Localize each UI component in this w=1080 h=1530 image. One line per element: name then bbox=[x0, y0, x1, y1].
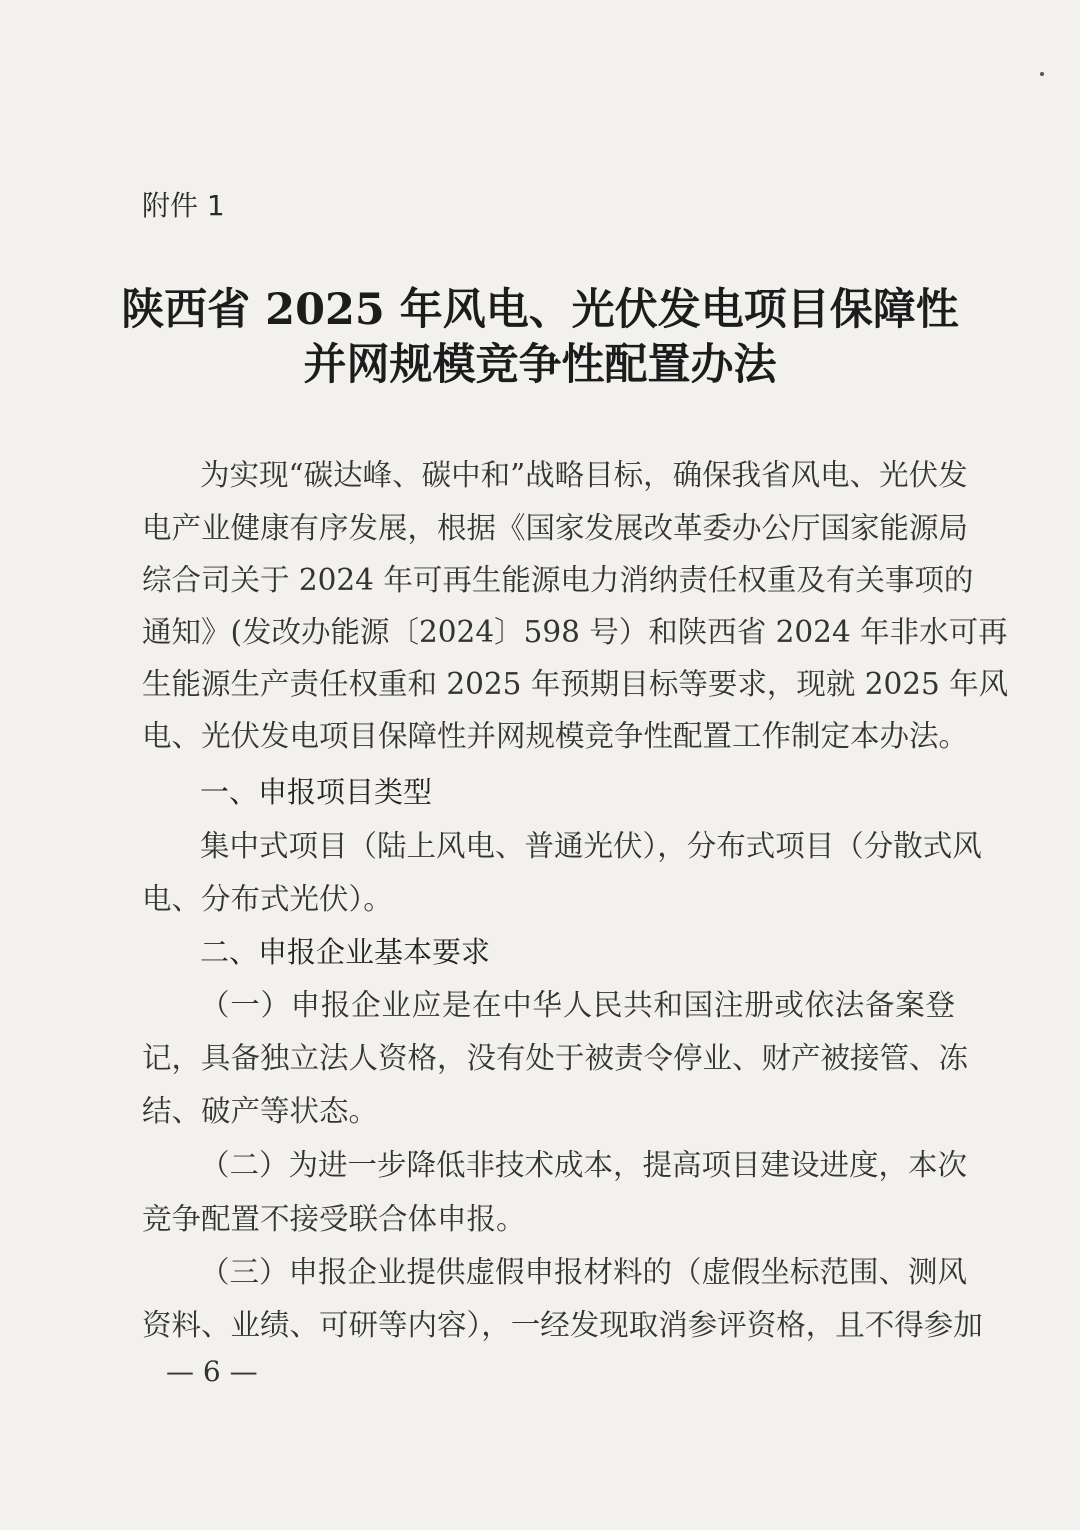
item3-line: 资料、业绩、可研等内容），一经发现取消参评资格，且不得参加 bbox=[142, 1308, 983, 1342]
scan-speck bbox=[1040, 72, 1044, 76]
intro-line: 电产业健康有序发展，根据《国家发展改革委办公厅国家能源局 bbox=[142, 511, 969, 545]
section1-line: 集中式项目（陆上风电、普通光伏），分布式项目（分散式风 bbox=[200, 829, 982, 863]
document-title-line-2: 并网规模竞争性配置办法 bbox=[303, 340, 777, 390]
attachment-label: 附件 1 bbox=[142, 189, 225, 222]
item3-line: （三）申报企业提供虚假申报材料的（虚假坐标范围、测风 bbox=[200, 1255, 968, 1289]
intro-line: 电、光伏发电项目保障性并网规模竞争性配置工作制定本办法。 bbox=[142, 719, 969, 753]
intro-line: 综合司关于 2024 年可再生能源电力消纳责任权重及有关事项的 bbox=[142, 563, 974, 597]
section-heading: 二、申报企业基本要求 bbox=[200, 935, 491, 969]
item1-line: 记，具备独立法人资格，没有处于被责令停业、财产被接管、冻 bbox=[142, 1041, 969, 1075]
section-heading: 一、申报项目类型 bbox=[200, 775, 433, 809]
section1-line: 电、分布式光伏）。 bbox=[142, 882, 393, 916]
document-title-line-1: 陕西省 2025 年风电、光伏发电项目保障性 bbox=[121, 285, 959, 335]
intro-line: 生能源生产责任权重和 2025 年预期目标等要求，现就 2025 年风 bbox=[142, 667, 1009, 701]
item1-line: （一）申报企业应是在中华人民共和国注册或依法备案登 bbox=[200, 988, 955, 1022]
intro-line: 为实现“碳达峰、碳中和”战略目标，确保我省风电、光伏发 bbox=[200, 458, 968, 492]
item1-line: 结、破产等状态。 bbox=[142, 1094, 379, 1128]
item2-line: （二）为进一步降低非技术成本，提高项目建设进度，本次 bbox=[200, 1148, 968, 1182]
page-number: — 6 — bbox=[166, 1355, 258, 1388]
intro-line: 通知》(发改办能源〔2024〕598 号）和陕西省 2024 年非水可再 bbox=[142, 615, 1008, 649]
item2-line: 竞争配置不接受联合体申报。 bbox=[142, 1202, 526, 1236]
